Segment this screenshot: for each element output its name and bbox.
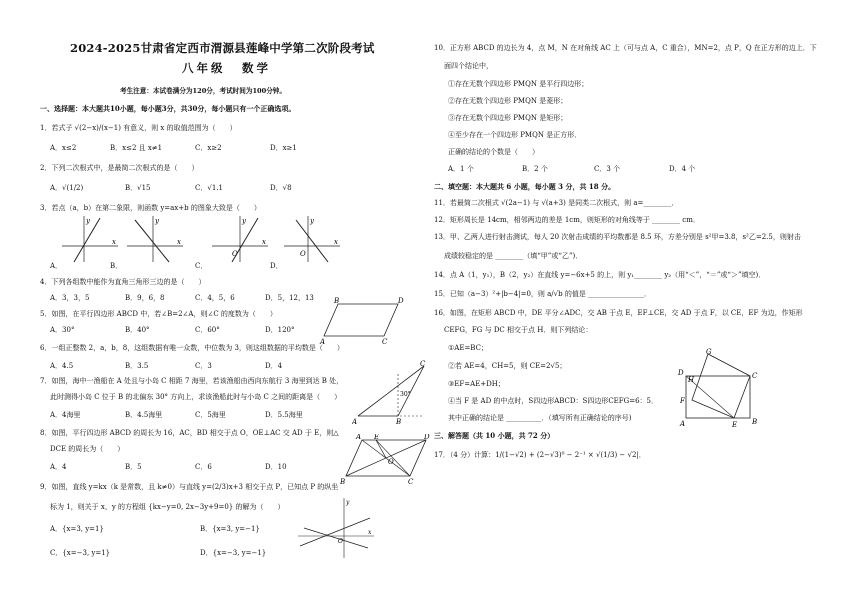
q1-option-d: D．x≥1 [270, 144, 297, 152]
q9-y-label: y [346, 499, 350, 506]
q3-graph-b [125, 214, 185, 264]
q7-angle-label: 30° [400, 391, 411, 398]
q8-label-e: E [374, 434, 380, 441]
q9-origin: O [338, 538, 343, 545]
q8-label-a: A [356, 434, 362, 441]
section3-heading: 三、解答题（共 10 小题，共 72 分） [434, 431, 555, 440]
q8-option-d: D．10 [265, 463, 287, 471]
q7-text-line2: 此时测得小岛 C 位于 B 的北偏东 30° 方向上，求该渔船此时与小岛 C 之间的距离是（ ） [50, 393, 342, 401]
q10-option-c: C．3 个 [594, 165, 621, 173]
q8-label-o: O [388, 458, 394, 466]
q8-label-b: B [340, 478, 346, 484]
q4-option-d: D．5，12，13 [265, 294, 314, 302]
q16-label-c: C [752, 372, 758, 380]
q7-option-d: D．5.5海里 [265, 411, 303, 419]
q3c-x-label: x [262, 238, 266, 246]
q10-text-line1: 10．正方形 ABCD 的边长为 4，点 M，N 在对角线 AC 上（可与点 A，C 重合），MN=2，点 P，Q 在正方形的边上．下 [434, 44, 817, 52]
q2-text: 2．下列二次根式中，是最简二次根式的是（ ） [40, 164, 199, 172]
q3-text: 3．若点（a，b）在第二象限，则函数 y=ax+b 的图象大致是（ ） [40, 204, 261, 212]
q6-option-d: D．4 [265, 362, 283, 370]
q4-option-a: A．3，3，5 [50, 294, 90, 302]
q16-question: 其中正确的结论是 __________．（填写所有正确结论的序号) [448, 414, 632, 422]
q8-option-a: A．4 [50, 463, 67, 471]
q8-figure [340, 434, 432, 484]
q6-option-c: C．3 [195, 362, 212, 370]
q7-label-a: A [352, 418, 358, 426]
q3c-y-label: y [242, 217, 246, 225]
q9-figure [296, 496, 376, 560]
q3b-y-label: y [155, 217, 159, 225]
q9-option-b: B．{x=3, y=−1} [200, 525, 260, 533]
q1-option-c: C．x≥2 [195, 144, 222, 152]
q3-option-d: D． [270, 262, 283, 270]
q16-label-a: A [680, 420, 686, 428]
q16-label-b: B [752, 418, 758, 426]
q7-option-a: A．4海里 [50, 411, 81, 419]
q16-text-line1: 16．如图，在矩形 ABCD 中，DE 平分∠ADC，交 AB 于点 E，EF⊥CE，交 AD 于点 F，以 CE，EF 为边，作矩形 [434, 309, 803, 317]
q3a-x-label: x [112, 238, 116, 246]
q7-label-b: B [396, 418, 402, 426]
q7-option-b: B．4.5海里 [125, 411, 163, 419]
q16-statement-3: ③EF=AE+DH； [448, 380, 505, 388]
q3a-y-label: y [86, 217, 90, 225]
q10-statement-3: ③存在无数个四边形 PMQN 是矩形； [448, 114, 568, 122]
q5-text: 5．如图，在平行四边形 ABCD 中，若∠B=2∠A，则∠C 的度数为（ ） [40, 310, 277, 318]
q3-option-a: A． [50, 262, 63, 270]
q5-option-d: D．120° [265, 326, 295, 334]
q8-text-line2: DCE 的周长为（ ） [50, 445, 125, 453]
q5-label-a: A [320, 338, 326, 344]
q3c-origin: O [232, 250, 238, 258]
q5-figure [318, 296, 418, 344]
q5-option-c: C．60° [195, 326, 220, 334]
q4-text: 4．下列各组数中能作为直角三角形三边的是（ ） [40, 278, 206, 286]
q2-option-a: A．√(1/2) [50, 184, 84, 192]
q7-text-line1: 7．如图，海中一渔船在 A 处且与小岛 C 相距 7 海里，若该渔船由西向东航行 3 海里到达 B 处， [40, 377, 344, 385]
q7-figure [352, 360, 428, 426]
q9-option-d: D．{x=−3, y=−1} [200, 549, 267, 557]
q3d-y-label: y [310, 217, 314, 225]
q13-text-line1: 13．甲、乙两人进行射击测试，每人 20 次射击成绩的平均数都是 8.5 环，方差分别是 s²甲=3.8，s²乙=2.5，则射击 [434, 233, 801, 241]
q1-option-a: A．x≤2 [50, 144, 77, 152]
section1-heading: 一、选择题：本大题共10小题，每小题3分，共30分，每小题只有一个正确选项。 [40, 104, 296, 113]
q16-figure [676, 348, 760, 430]
q8-option-c: C．6 [195, 463, 212, 471]
q9-text-line2: 标为 1，则关于 x，y 的方程组 {kx−y=0, 2x−3y+9=0} 的解为（ ） [50, 503, 285, 511]
q3-graph-a [60, 214, 120, 264]
q9-text-line1: 9．如图，直线 y=kx（k 是常数，且 k≠0）与直线 y=(2/3)x+3 相交于点 P，已知点 P 的纵坐 [40, 483, 339, 491]
section2-heading: 二、填空题：本大题共 6 小题，每小题 3 分，共 18 分。 [434, 182, 616, 191]
q2-option-d: D．√8 [270, 184, 292, 192]
q2-option-c: C．√1.1 [195, 184, 223, 192]
q8-option-b: B．5 [125, 463, 142, 471]
q5-label-d: D [398, 297, 404, 305]
q8-label-c: C [408, 478, 414, 484]
q3-graph-c [210, 214, 270, 264]
exam-title: 2024-2025甘肃省定西市渭源县莲峰中学第二次阶段考试 [70, 41, 375, 55]
grade-label: 八年级 [182, 61, 226, 75]
q16-statement-2: ②若 AE=4，CH=5，则 CE=2√5； [448, 362, 567, 370]
q14-text: 14．点 A（1，y₁），B（2，y₂）在直线 y=−6x+5 的上，则 y₁________ y₂（用“＜”，“＝”或“＞”填空)． [434, 271, 766, 279]
q10-statement-2: ②存在无数个四边形 PMQN 是菱形； [448, 97, 568, 105]
q7-label-c: C [420, 360, 426, 368]
q16-label-f: F [680, 397, 685, 405]
q17-text: 17．（4 分）计算：1/(1−√2) + (2−√3)⁰ − 2⁻¹ × √(1/3) − √2|． [434, 451, 646, 459]
q6-text: 6．一组正整数 2，a，b，8，这组数据有唯一众数，中位数为 3，则这组数据的平均数是（ ） [40, 344, 344, 352]
exam-note: 考生注意：本试卷满分为120分，考试时间为100分钟。 [120, 87, 286, 95]
q11-text: 11．若最简二次根式 √(2a−1) 与 √(a+3) 是同类二次根式，则 a=________． [434, 199, 679, 207]
q16-label-g: G [706, 348, 712, 356]
q4-option-c: C．4，5，6 [195, 294, 235, 302]
q5-option-b: B．40° [125, 326, 150, 334]
q9-option-a: A．{x=3, y=1} [50, 525, 104, 533]
q3d-origin: O [300, 250, 306, 258]
q5-label-c: C [382, 338, 388, 344]
subject-label: 数学 [242, 61, 271, 75]
q5-option-a: A．30° [50, 326, 75, 334]
q10-option-b: B．2 个 [522, 165, 548, 173]
q4-option-b: B．9，6，8 [125, 294, 165, 302]
q1-option-b: B．x≤2 且 x≠1 [110, 144, 163, 152]
q8-label-d: D [424, 434, 430, 441]
q16-label-e: E [732, 421, 738, 429]
q7-option-c: C．5海里 [195, 411, 226, 419]
q16-label-h: H [688, 376, 695, 384]
q13-text-line2: 成绩较稳定的是 ________（填“甲”或“乙”)． [444, 252, 583, 260]
q8-text-line1: 8．如图，平行四边形 ABCD 的周长为 16，AC，BD 相交于点 O，OE⊥AC 交 AD 于 E，则△ [40, 429, 339, 437]
q10-statement-1: ①存在无数个四边形 PMQN 是平行四边形； [448, 80, 589, 88]
q3b-x-label: x [177, 238, 181, 246]
q16-statement-4: ④当 F 是 AD 的中点时，S四边形ABCD：S四边形CEFG=6：5． [448, 397, 658, 405]
q3-graph-d [282, 214, 342, 264]
q12-text: 12．矩形周长是 14cm，相邻两边的差是 1cm，则矩形的对角线等于 ________ cm． [434, 216, 700, 224]
q6-option-b: B．3.5 [125, 362, 149, 370]
q2-option-b: B．√15 [125, 184, 151, 192]
q9-x-label: x [368, 529, 372, 536]
q3-option-c: C． [195, 262, 208, 270]
q9-option-c: C．{x=−3, y=1} [50, 549, 111, 557]
q16-text-line2: CEFG，FG 与 DC 相交于点 H．则下列结论： [444, 326, 593, 334]
q3-option-b: B． [110, 262, 123, 270]
q3d-x-label: x [334, 238, 338, 246]
q5-label-b: B [334, 297, 340, 305]
q16-statement-1: ①AE=BC； [448, 344, 488, 352]
q10-text-line2: 面四个结论中， [444, 62, 493, 70]
q10-option-a: A．1 个 [448, 165, 474, 173]
q6-option-a: A．4.5 [50, 362, 74, 370]
q1-text: 1．若式子 √(2−x)/(x−1) 有意义，则 x 的取值范围为（ ） [40, 124, 237, 132]
q16-label-d: D [678, 369, 684, 377]
q10-option-d: D．4 个 [669, 165, 696, 173]
q10-statement-4: ④至少存在一个四边形 PMQN 是正方形． [448, 131, 582, 139]
q10-question: 正确的结论的个数是（ ） [448, 148, 539, 156]
q15-text: 15．已知（a−3）²+|b−4|=0，则 a/√b 的值是 ________________． [434, 290, 652, 298]
